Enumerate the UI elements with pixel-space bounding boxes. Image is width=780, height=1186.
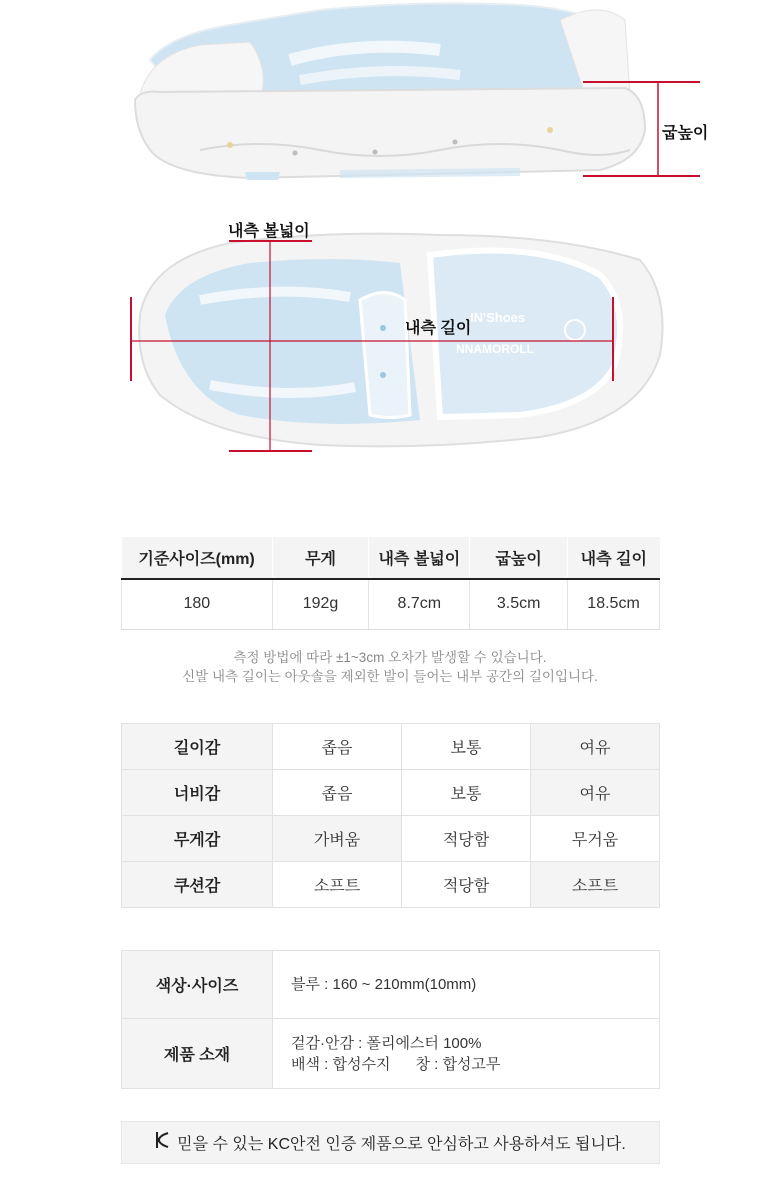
fit-option: 여유 xyxy=(531,770,660,816)
info-row-color-size xyxy=(122,951,660,1019)
material-value xyxy=(273,1019,660,1089)
fit-option: 좁음 xyxy=(273,770,402,816)
spec-value-heel: 3.5cm xyxy=(470,579,568,629)
fit-row xyxy=(122,724,660,770)
fit-row-label: 길이감 xyxy=(122,724,273,770)
shoe-side-illustration xyxy=(0,0,780,200)
fit-option: 보통 xyxy=(402,770,531,816)
color-size-value: 블루 : 160 ~ 210mm(10mm) xyxy=(273,951,660,1019)
spec-header-heel: 굽높이 xyxy=(470,537,568,579)
material-line-2: 배색 : 합성수지 창 : 합성고무 xyxy=(291,1055,501,1073)
shoe-top-view-figure xyxy=(0,205,780,470)
fit-row-label: 쿠션감 xyxy=(122,862,273,908)
kc-certification-bar xyxy=(121,1121,660,1164)
fit-option: 좁음 xyxy=(273,724,402,770)
spec-header-weight: 무게 xyxy=(272,537,369,579)
spec-header-width: 내측 볼넓이 xyxy=(369,537,470,579)
fit-row-label: 너비감 xyxy=(122,770,273,816)
spec-value-row xyxy=(122,579,660,629)
fit-row xyxy=(122,770,660,816)
fit-row-label: 무게감 xyxy=(122,816,273,862)
fit-row xyxy=(122,862,660,908)
material-label: 제품 소재 xyxy=(122,1019,273,1089)
measurement-notes xyxy=(0,648,780,686)
note-line-1: 측정 방법에 따라 ±1~3cm 오차가 발생할 수 있습니다. xyxy=(233,650,547,665)
kc-text: 믿을 수 있는 KC안전 인증 제품으로 안심하고 사용하셔도 됩니다. xyxy=(177,1136,626,1153)
fit-table xyxy=(121,723,660,908)
fit-row xyxy=(122,816,660,862)
insole-brand-text: IN'Shoes xyxy=(470,310,526,325)
fit-option: 적당함 xyxy=(402,862,531,908)
fit-option: 무거움 xyxy=(531,816,660,862)
inner-width-label: 내측 볼넓이 xyxy=(228,223,310,240)
material-line-1: 겉감·안감 : 폴리에스터 100% xyxy=(291,1034,482,1052)
fit-option: 소프트 xyxy=(273,862,402,908)
fit-option: 보통 xyxy=(402,724,531,770)
spec-header-row xyxy=(122,537,660,579)
size-spec-table xyxy=(121,537,660,630)
heel-height-label: 굽높이 xyxy=(662,125,709,142)
spec-header-size: 기준사이즈(mm) xyxy=(122,537,273,579)
fit-option: 소프트 xyxy=(531,862,660,908)
note-line-2: 신발 내측 길이는 아웃솔을 제외한 발이 들어는 내부 공간의 길이입니다. xyxy=(182,669,598,684)
kc-certification-icon xyxy=(155,1130,171,1155)
spec-header-length: 내측 길이 xyxy=(568,537,660,579)
spec-value-size: 180 xyxy=(122,579,273,629)
spec-value-weight: 192g xyxy=(272,579,369,629)
inner-length-label: 내측 길이 xyxy=(405,320,472,337)
product-info-table xyxy=(121,950,660,1089)
fit-option: 여유 xyxy=(531,724,660,770)
info-row-material xyxy=(122,1019,660,1089)
spec-value-width: 8.7cm xyxy=(369,579,470,629)
insole-mark-text: NNAMOROLL xyxy=(456,342,534,356)
shoe-top-illustration xyxy=(0,205,780,470)
spec-value-length: 18.5cm xyxy=(568,579,660,629)
color-size-label: 색상·사이즈 xyxy=(122,951,273,1019)
fit-option: 적당함 xyxy=(402,816,531,862)
fit-option: 가벼움 xyxy=(273,816,402,862)
shoe-side-view-figure xyxy=(0,0,780,200)
